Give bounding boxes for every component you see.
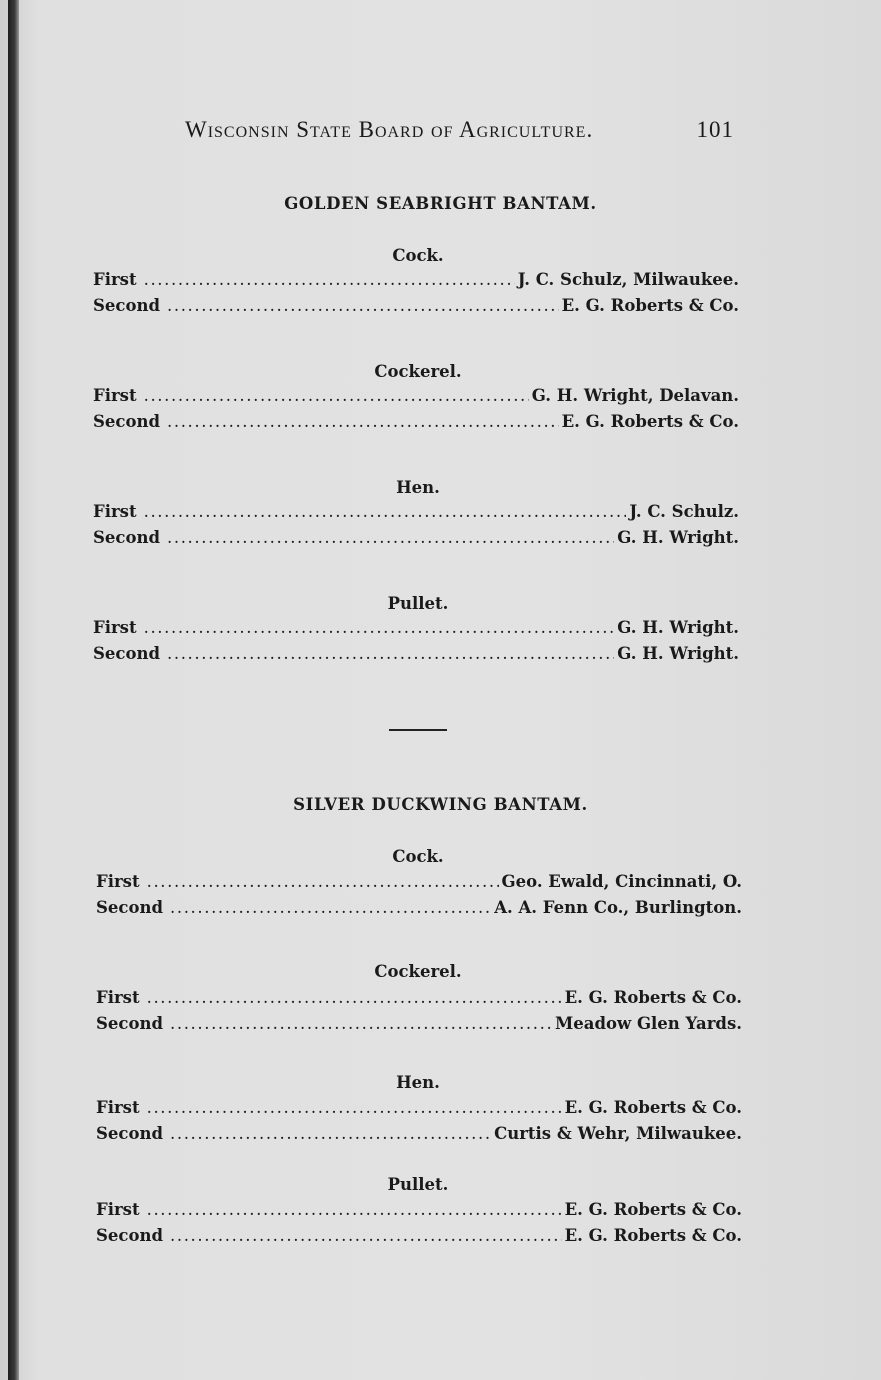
award-place: First — [93, 386, 137, 405]
award-winner: G. H. Wright, Delavan. — [531, 386, 739, 405]
award-winner: Curtis & Wehr, Milwaukee. — [494, 1124, 742, 1143]
leader-dots — [167, 412, 559, 431]
award-row — [93, 644, 739, 666]
class-heading: Cockerel. — [374, 362, 462, 381]
class-heading: Cockerel. — [374, 962, 462, 981]
award-winner: E. G. Roberts & Co. — [561, 412, 739, 431]
class-heading: Pullet. — [387, 1175, 449, 1194]
award-winner: J. C. Schulz, Milwaukee. — [517, 270, 739, 289]
award-winner: E. G. Roberts & Co. — [564, 1098, 742, 1117]
award-place: First — [96, 1200, 140, 1219]
award-row — [93, 618, 739, 640]
award-place: Second — [93, 644, 160, 663]
award-winner: A. A. Fenn Co., Burlington. — [494, 898, 742, 917]
running-title: Wisconsin State Board of Agriculture. — [185, 117, 594, 142]
award-winner: G. H. Wright. — [617, 644, 739, 663]
leader-dots — [144, 618, 615, 637]
award-place: First — [93, 618, 137, 637]
class-heading: Cock. — [392, 847, 444, 866]
award-row — [96, 1014, 742, 1036]
award-row — [93, 412, 739, 434]
award-place: First — [93, 270, 137, 289]
award-place: Second — [96, 1124, 163, 1143]
page-number: 101 — [696, 117, 734, 142]
leader-dots — [170, 898, 491, 917]
award-place: Second — [96, 1014, 163, 1033]
award-winner: E. G. Roberts & Co. — [561, 296, 739, 315]
award-row — [93, 386, 739, 408]
leader-dots — [147, 1200, 562, 1219]
award-winner: E. G. Roberts & Co. — [564, 1200, 742, 1219]
leader-dots — [170, 1014, 552, 1033]
award-winner: J. C. Schulz. — [629, 502, 739, 521]
breed-heading: GOLDEN SEABRIGHT BANTAM. — [284, 194, 597, 213]
award-winner: E. G. Roberts & Co. — [564, 988, 742, 1007]
leader-dots — [144, 386, 529, 405]
class-heading: Hen. — [396, 1073, 440, 1092]
award-place: Second — [96, 898, 163, 917]
award-row — [96, 898, 742, 920]
award-winner: E. G. Roberts & Co. — [564, 1226, 742, 1245]
leader-dots — [167, 296, 559, 315]
award-row — [96, 872, 742, 894]
award-winner: Geo. Ewald, Cincinnati, O. — [501, 872, 742, 891]
class-heading: Cock. — [392, 246, 444, 265]
award-row — [96, 988, 742, 1010]
award-place: Second — [93, 528, 160, 547]
leader-dots — [147, 988, 562, 1007]
award-row — [93, 502, 739, 524]
breed-heading: SILVER DUCKWING BANTAM. — [293, 795, 588, 814]
leader-dots — [144, 270, 515, 289]
leader-dots — [147, 1098, 562, 1117]
leader-dots — [167, 528, 614, 547]
award-row — [93, 296, 739, 318]
leader-dots — [170, 1226, 562, 1245]
award-winner: Meadow Glen Yards. — [555, 1014, 742, 1033]
award-place: First — [96, 872, 140, 891]
award-winner: G. H. Wright. — [617, 618, 739, 637]
leader-dots — [144, 502, 627, 521]
class-heading: Hen. — [396, 478, 440, 497]
award-row — [96, 1098, 742, 1120]
leader-dots — [170, 1124, 491, 1143]
running-header — [185, 117, 740, 149]
award-place: Second — [93, 296, 160, 315]
class-heading: Pullet. — [387, 594, 449, 613]
award-place: First — [96, 988, 140, 1007]
award-place: Second — [93, 412, 160, 431]
award-row — [93, 270, 739, 292]
leader-dots — [167, 644, 614, 663]
award-row — [96, 1200, 742, 1222]
award-winner: G. H. Wright. — [617, 528, 739, 547]
award-place: First — [93, 502, 137, 521]
award-row — [96, 1124, 742, 1146]
award-place: First — [96, 1098, 140, 1117]
award-row — [93, 528, 739, 550]
leader-dots — [147, 872, 499, 891]
section-divider — [389, 729, 447, 731]
award-row — [96, 1226, 742, 1248]
award-place: Second — [96, 1226, 163, 1245]
